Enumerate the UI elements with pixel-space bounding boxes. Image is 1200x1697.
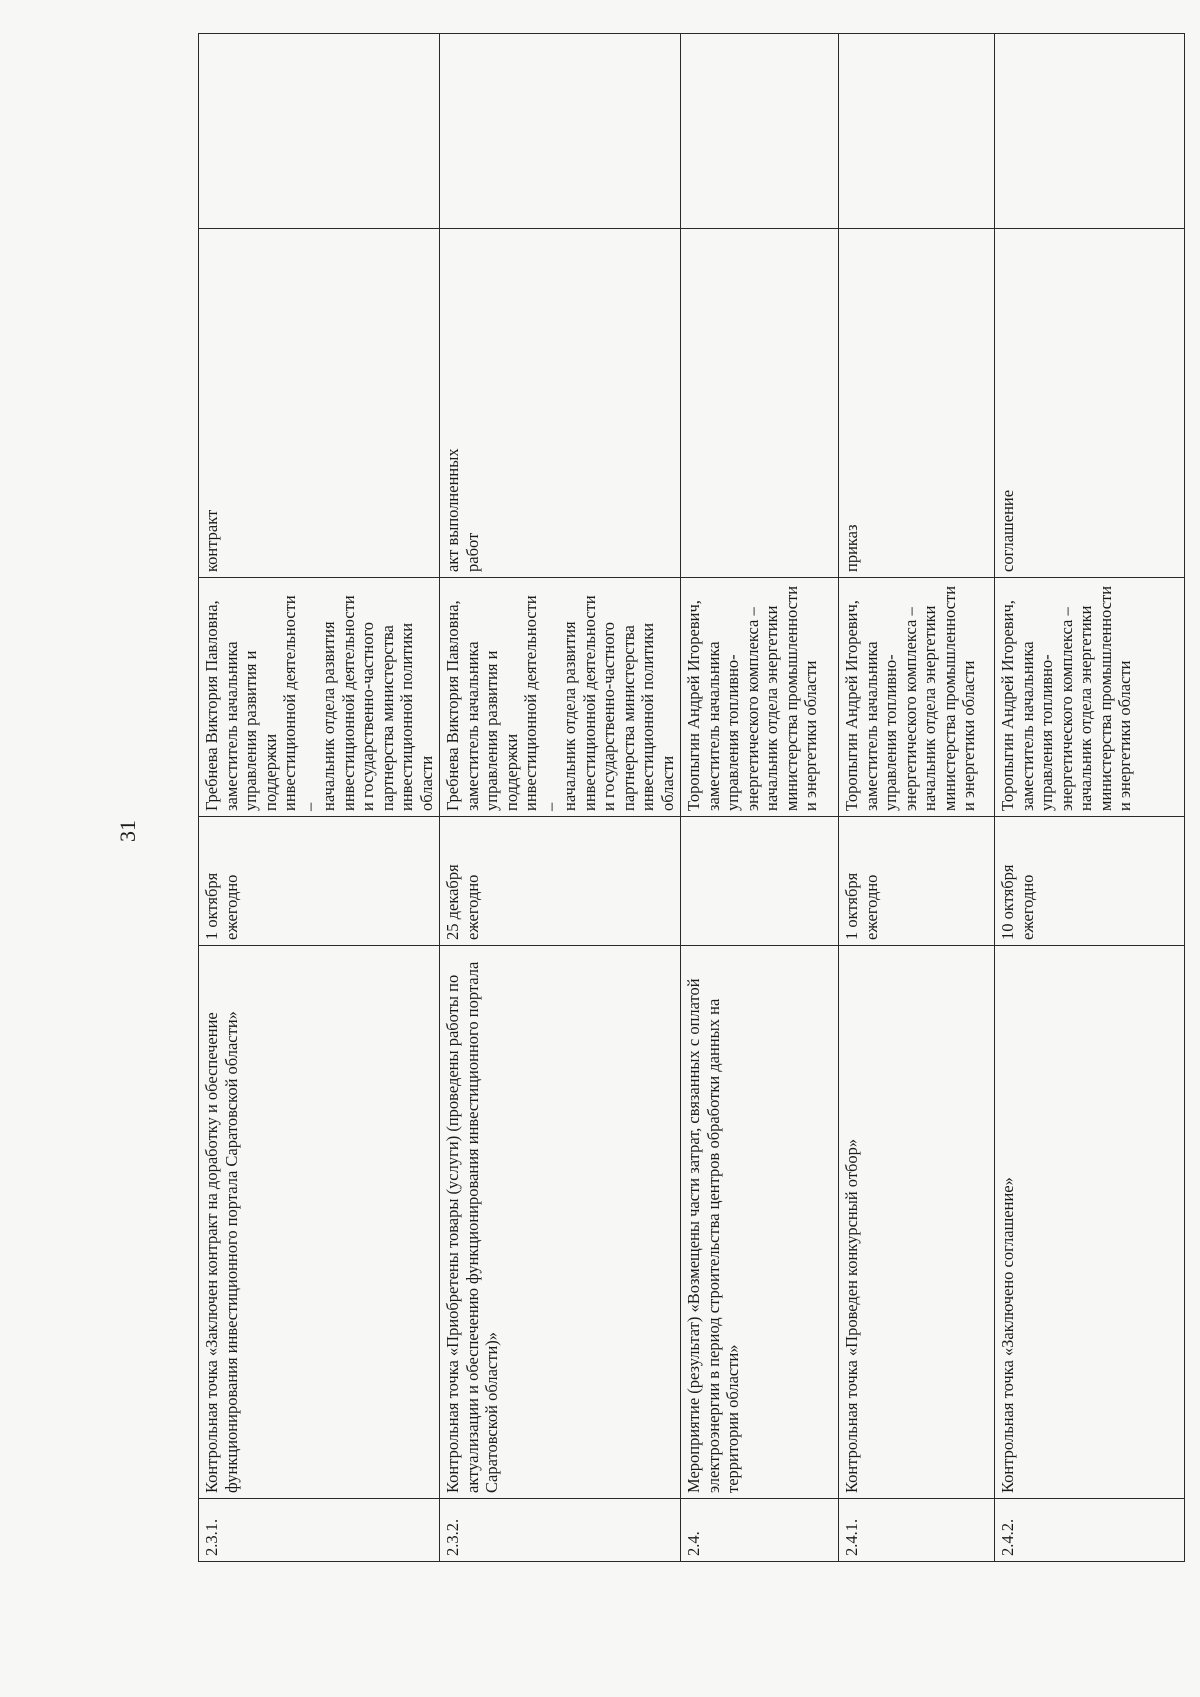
deadline-cell: 25 декабря ежегодно — [440, 817, 681, 946]
rotated-table-container — [198, 100, 1134, 1562]
item-number-cell: 2.3.2. — [440, 1499, 681, 1562]
document-type-cell: акт выполненных работ — [440, 229, 681, 578]
deadline-cell: 10 октября ежегодно — [995, 817, 1185, 946]
event-cell: Контрольная точка «Заключен контракт на доработку и обеспечение функционирования инвестиционного портала Саратовской области» — [199, 946, 440, 1499]
table-row — [681, 34, 839, 1562]
deadline-cell: 1 октября ежегодно — [199, 817, 440, 946]
document-type-cell: приказ — [839, 229, 995, 578]
event-cell: Контрольная точка «Проведен конкурсный отбор» — [839, 946, 995, 1499]
deadline-cell: 1 октября ежегодно — [839, 817, 995, 946]
document-type-cell — [681, 229, 839, 578]
item-number-cell: 2.4.1. — [839, 1499, 995, 1562]
table-row — [199, 34, 440, 1562]
page-number: 31 — [115, 820, 140, 842]
table-row — [440, 34, 681, 1562]
item-number-cell: 2.4. — [681, 1499, 839, 1562]
item-number-cell: 2.4.2. — [995, 1499, 1185, 1562]
responsible-cell: Гребнева Виктория Павловна, заместитель начальника управления развития и поддержки инвестиционной деятельности – начальник отдела развития инвестиционной деятельности и государственно-частного партнерства министерства инвестиционной политики области — [199, 578, 440, 817]
event-cell: Контрольная точка «Заключено соглашение» — [995, 946, 1185, 1499]
note-cell — [199, 34, 440, 229]
plan-table — [198, 33, 1185, 1562]
note-cell — [995, 34, 1185, 229]
item-number-cell: 2.3.1. — [199, 1499, 440, 1562]
responsible-cell: Торопыгин Андрей Игоревич, заместитель начальника управления топливно- энергетического комплекса – начальник отдела энергетики министерства промышленности и энергетики области — [839, 578, 995, 817]
event-cell: Контрольная точка «Приобретены товары (услуги) (проведены работы по актуализации и обеспечению функционирования инвестиционного портала Саратовской области)» — [440, 946, 681, 1499]
deadline-cell — [681, 817, 839, 946]
table-row — [839, 34, 995, 1562]
note-cell — [681, 34, 839, 229]
table-row — [995, 34, 1185, 1562]
responsible-cell: Торопыгин Андрей Игоревич, заместитель начальника управления топливно- энергетического комплекса – начальник отдела энергетики министерства промышленности и энергетики области — [995, 578, 1185, 817]
note-cell — [839, 34, 995, 229]
responsible-cell: Торопыгин Андрей Игоревич, заместитель начальника управления топливно- энергетического комплекса – начальник отдела энергетики министерства промышленности и энергетики области — [681, 578, 839, 817]
document-type-cell: контракт — [199, 229, 440, 578]
note-cell — [440, 34, 681, 229]
responsible-cell: Гребнева Виктория Павловна, заместитель начальника управления развития и поддержки инвестиционной деятельности – начальник отдела развития инвестиционной деятельности и государственно-частного партнерства министерства инвестиционной политики области — [440, 578, 681, 817]
document-type-cell: соглашение — [995, 229, 1185, 578]
event-cell: Мероприятие (результат) «Возмещены части затрат, связанных с оплатой электроэнергии в период строительства центров обработки данных на территории области» — [681, 946, 839, 1499]
